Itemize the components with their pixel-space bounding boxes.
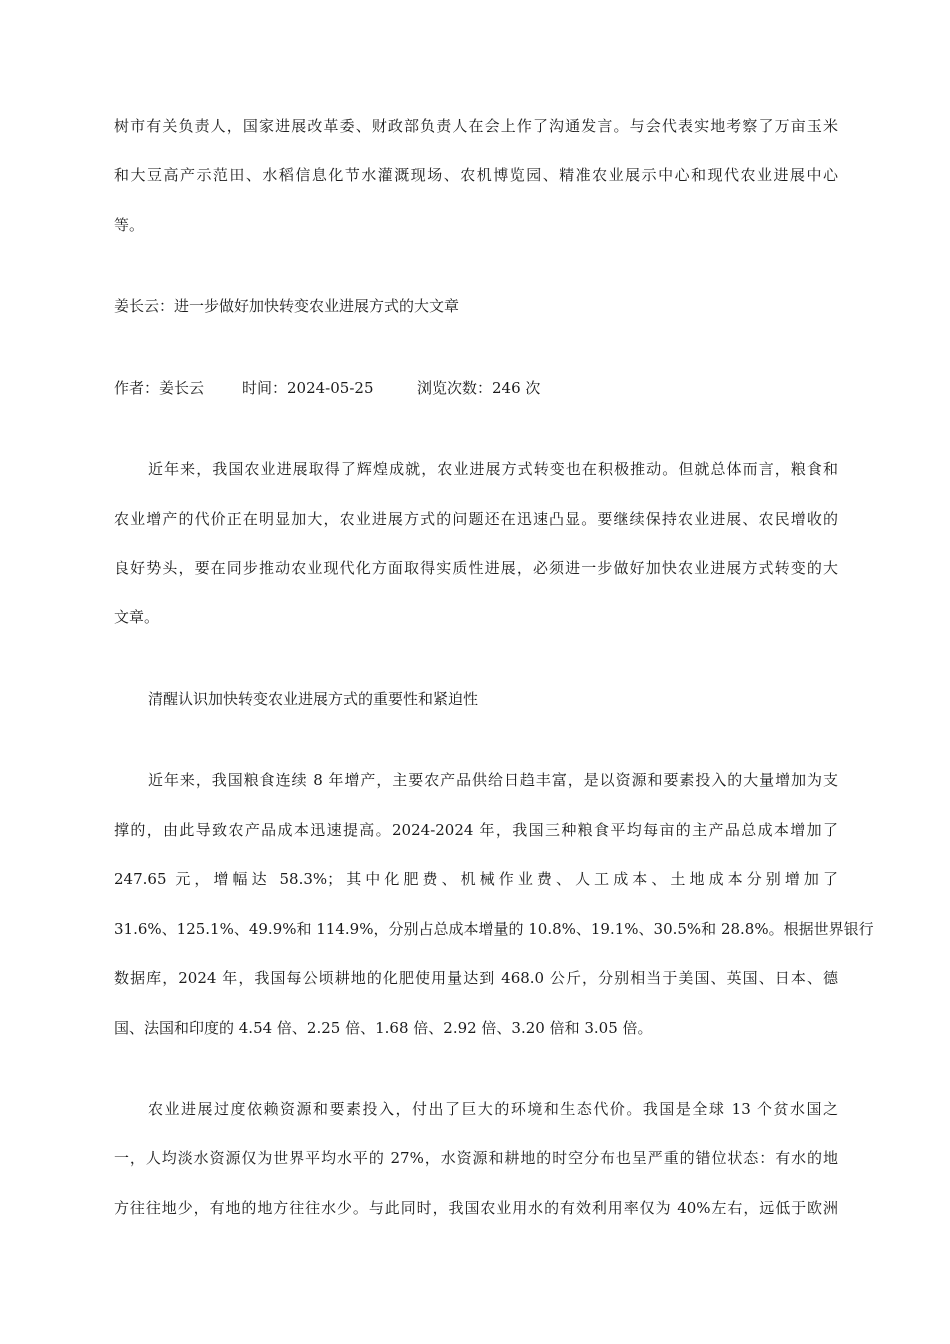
continuation-line-1: 树市有关负责人，国家进展改革委、财政部负责人在会上作了沟通发言。与会代表实地考察了万亩玉米 (114, 117, 838, 135)
para2-line-1: 农业进展过度依赖资源和要素投入，付出了巨大的环境和生态代价。我国是全球 13 个贫水国之 (148, 1100, 838, 1118)
continuation-line-3: 等。 (114, 216, 145, 234)
para1-line-3: 247.65 元，增幅达 58.3%；其中化肥费、机械作业费、人工成本、土地成本分别增加了 (114, 870, 838, 888)
article-title: 姜长云：进一步做好加快转变农业进展方式的大文章 (114, 297, 460, 315)
continuation-line-2: 和大豆高产示范田、水稻信息化节水灌溉现场、农机博览园、精准农业展示中心和现代农业进展中心 (114, 166, 838, 184)
intro-line-4: 文章。 (114, 608, 160, 626)
intro-line-2: 农业增产的代价正在明显加大，农业进展方式的问题还在迅速凸显。要继续保持农业进展、农民增收的 (114, 510, 838, 528)
para1-line-2: 撑的，由此导致农产品成本迅速提高。2024-2024 年，我国三种粮食平均每亩的主产品总成本增加了 (114, 821, 838, 839)
para2-line-3: 方往往地少，有地的地方往往水少。与此同时，我国农业用水的有效利用率仅为 40%左右，远低于欧洲 (114, 1199, 838, 1217)
para1-line-6: 国、法国和印度的 4.54 倍、2.25 倍、1.68 倍、2.92 倍、3.20 倍和 3.05 倍。 (114, 1019, 653, 1037)
para1-line-4: 31.6%、125.1%、49.9%和 114.9%，分别占总成本增量的 10.8%、19.1%、30.5%和 28.8%。根据世界银行 (114, 920, 874, 938)
article-author: 作者：姜长云 (114, 379, 205, 397)
intro-line-1: 近年来，我国农业进展取得了辉煌成就，农业进展方式转变也在积极推动。但就总体而言，粮食和 (148, 460, 838, 478)
para1-line-5: 数据库，2024 年，我国每公顷耕地的化肥使用量达到 468.0 公斤，分别相当于美国、英国、日本、德 (114, 969, 838, 987)
intro-line-3: 良好势头，要在同步推动农业现代化方面取得实质性进展，必须进一步做好加快农业进展方式转变的大 (114, 559, 838, 577)
section-heading: 清醒认识加快转变农业进展方式的重要性和紧迫性 (148, 690, 479, 708)
article-date: 时间：2024-05-25 (242, 379, 374, 397)
article-views: 浏览次数：246 次 (417, 379, 541, 397)
para1-line-1: 近年来，我国粮食连续 8 年增产，主要农产品供给日趋丰富，是以资源和要素投入的大量增加为支 (148, 771, 838, 789)
para2-line-2: 一，人均淡水资源仅为世界平均水平的 27%，水资源和耕地的时空分布也呈严重的错位状态：有水的地 (114, 1149, 838, 1167)
